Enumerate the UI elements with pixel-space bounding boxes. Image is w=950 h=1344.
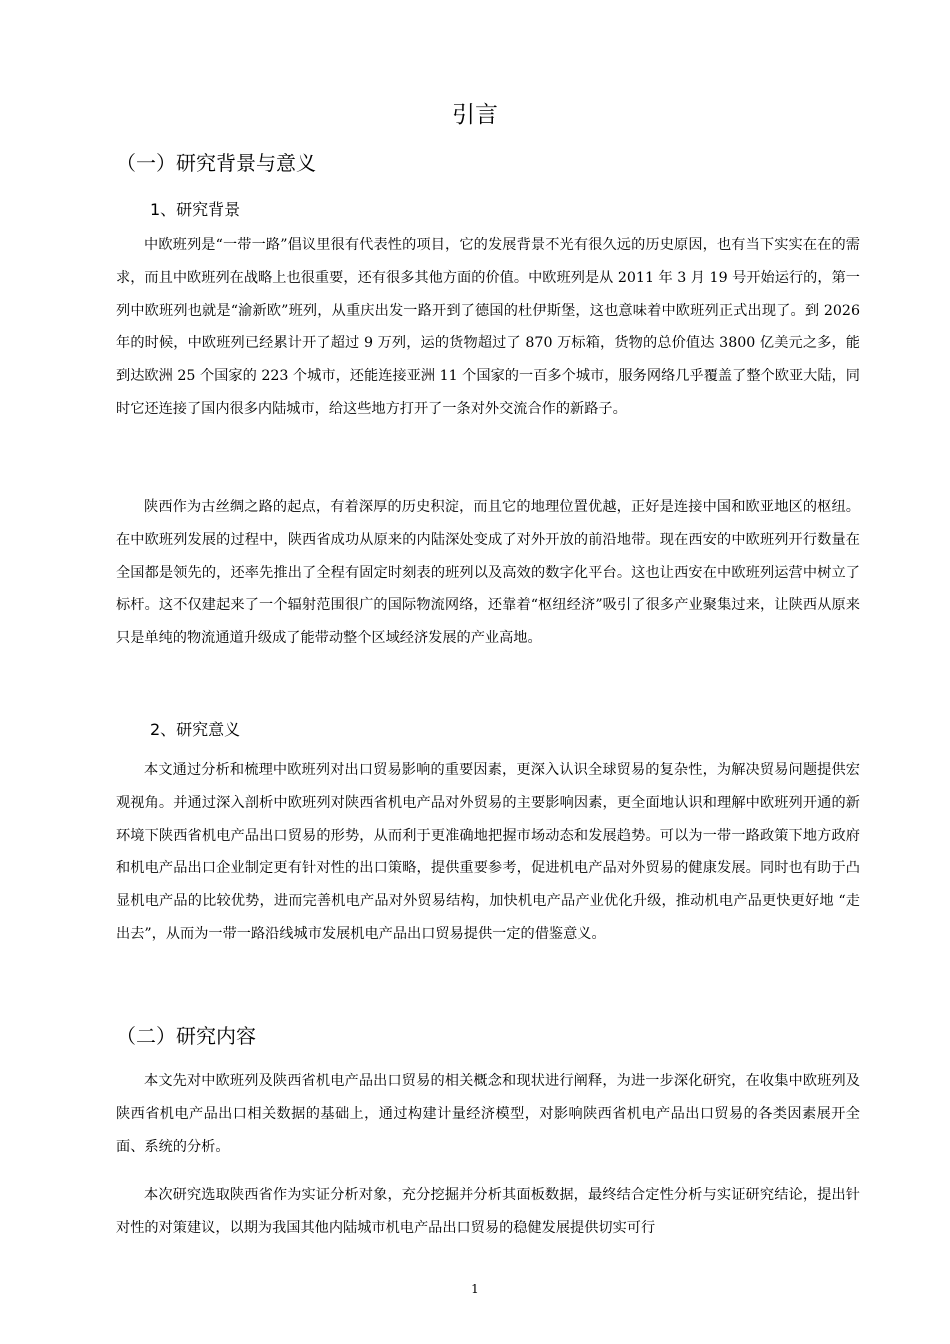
subsection-heading-research-significance: 2、研究意义 <box>150 720 241 739</box>
section-heading-background-significance: （一）研究背景与意义 <box>116 151 316 175</box>
page-number: 1 <box>471 1282 479 1296</box>
paragraph-significance: 本文通过分析和梳理中欧班列对出口贸易影响的重要因素，更深入认识全球贸易的复杂性，为解决贸易问题提供宏观视角。并通过深入剖析中欧班列对陕西省机电产品对外贸易的主要影响因素，更全面地认识和理解中欧班列开通的新环境下陕西省机电产品出口贸易的形势，从而利于更准确地把握市场动态和发展趋势。可以为一带一路政策下地方政府和机电产品出口企业制定更有针对性的出口策略，提供重要参考，促进机电产品对外贸易的健康发展。同时也有助于凸显机电产品的比较优势，进而完善机电产品对外贸易结构，加快机电产品产业优化升级，推动机电产品更快更好地 “走出去”，从而为一带一路沿线城市发展机电产品出口贸易提供一定的借鉴意义。 <box>116 762 860 942</box>
paragraph-content-2: 本次研究选取陕西省作为实证分析对象，充分挖掘并分析其面板数据，最终结合定性分析与实证研究结论，提出针对性的对策建议，以期为我国其他内陆城市机电产品出口贸易的稳健发展提供切实可行 <box>116 1187 860 1236</box>
section-heading-research-content: （二）研究内容 <box>116 1024 256 1048</box>
page-title: 引言 <box>452 102 498 128</box>
paragraph-content-1: 本文先对中欧班列及陕西省机电产品出口贸易的相关概念和现状进行阐释，为进一步深化研究，在收集中欧班列及陕西省机电产品出口相关数据的基础上，通过构建计量经济模型，对影响陕西省机电产品出口贸易的各类因素展开全面、系统的分析。 <box>116 1073 860 1155</box>
paragraph-background-1: 中欧班列是“一带一路”倡议里很有代表性的项目，它的发展背景不光有很久远的历史原因，也有当下实实在在的需求，而且中欧班列在战略上也很重要，还有很多其他方面的价值。中欧班列是从 2011 年 3 月 19 号开始运行的，第一列中欧班列也就是“渝新欧”班列，从重庆出发一路开到了德国的杜伊斯堡，这也意味着中欧班列正式出现了。到 2026 年的时候，中欧班列已经累计开了超过 9 万列，运的货物超过了 870 万标箱，货物的总价值达 3800 亿美元之多，能到达欧洲 25 个国家的 223 个城市，还能连接亚洲 11 个国家的一百多个城市，服务网络几乎覆盖了整个欧亚大陆，同时它还连接了国内很多内陆城市，给这些地方打开了一条对外交流合作的新路子。 <box>116 237 860 417</box>
paragraph-background-2: 陕西作为古丝绸之路的起点，有着深厚的历史积淀，而且它的地理位置优越，正好是连接中国和欧亚地区的枢纽。在中欧班列发展的过程中，陕西省成功从原来的内陆深处变成了对外开放的前沿地带。现在西安的中欧班列开行数量在全国都是领先的，还率先推出了全程有固定时刻表的班列以及高效的数字化平台。这也让西安在中欧班列运营中树立了标杆。这不仅建起来了一个辐射范围很广的国际物流网络，还靠着“枢纽经济”吸引了很多产业聚集过来，让陕西从原来只是单纯的物流通道升级成了能带动整个区域经济发展的产业高地。 <box>116 499 860 647</box>
subsection-heading-research-background: 1、研究背景 <box>150 200 241 219</box>
